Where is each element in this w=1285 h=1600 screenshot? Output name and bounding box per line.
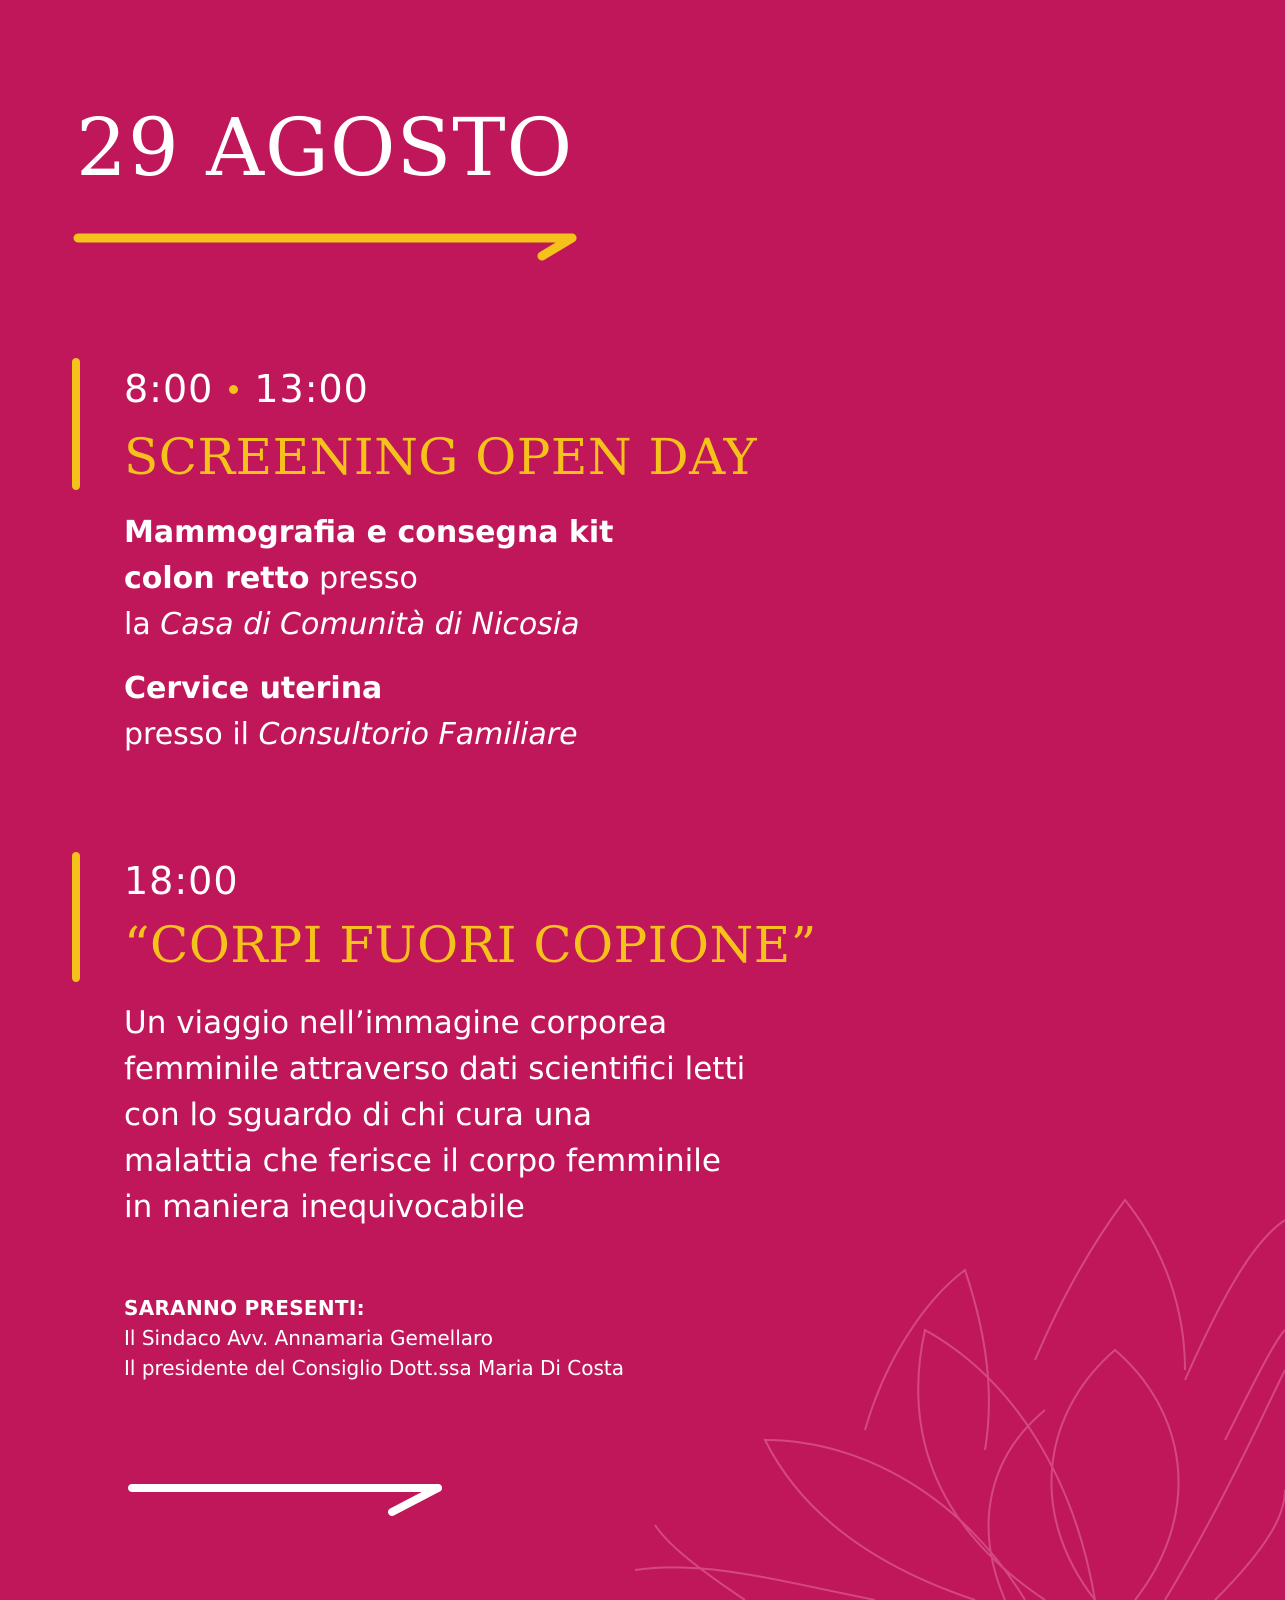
page-title: 29 AGOSTO	[76, 101, 574, 194]
description-line: malattia che ferisce il corpo femminile	[124, 1143, 721, 1179]
time-end: 13:00	[254, 367, 369, 411]
detail-place: Consultorio Familiare	[258, 717, 578, 752]
section-divider-bar	[72, 852, 80, 982]
lotus-icon	[625, 1180, 1285, 1600]
description-line: Un viaggio nell’immagine corporea	[124, 1005, 668, 1041]
detail-text: la	[124, 607, 151, 642]
event-time	[124, 367, 369, 411]
event-description	[124, 1000, 844, 1230]
description-line: femminile attraverso dati scientifici letti	[124, 1051, 746, 1087]
detail-text: presso	[319, 561, 418, 596]
event-detail	[124, 666, 764, 758]
event-title: SCREENING OPEN DAY	[124, 428, 758, 486]
description-line: con lo sguardo di chi cura una	[124, 1097, 592, 1133]
time-start: 8:00	[124, 367, 214, 411]
event-title: “CORPI FUORI COPIONE”	[124, 916, 817, 974]
arrow-right-icon	[72, 228, 592, 268]
arrow-right-icon	[126, 1478, 456, 1518]
detail-text: presso il	[124, 717, 249, 752]
detail-place: Casa di Comunità di Nicosia	[160, 607, 580, 642]
event-detail	[124, 510, 764, 648]
detail-bold: colon retto	[124, 561, 310, 596]
presenti-heading: SARANNO PRESENTI:	[124, 1296, 365, 1320]
event-time: 18:00	[124, 859, 239, 903]
presenti-person: Il presidente del Consiglio Dott.ssa Maria Di Costa	[124, 1356, 624, 1380]
separator-dot-icon	[229, 385, 238, 394]
description-line: in maniera inequivocabile	[124, 1189, 525, 1225]
section-divider-bar	[72, 358, 80, 490]
detail-bold: Cervice uterina	[124, 671, 383, 706]
detail-bold: Mammografia e consegna kit	[124, 515, 614, 550]
presenti-person: Il Sindaco Avv. Annamaria Gemellaro	[124, 1326, 494, 1350]
